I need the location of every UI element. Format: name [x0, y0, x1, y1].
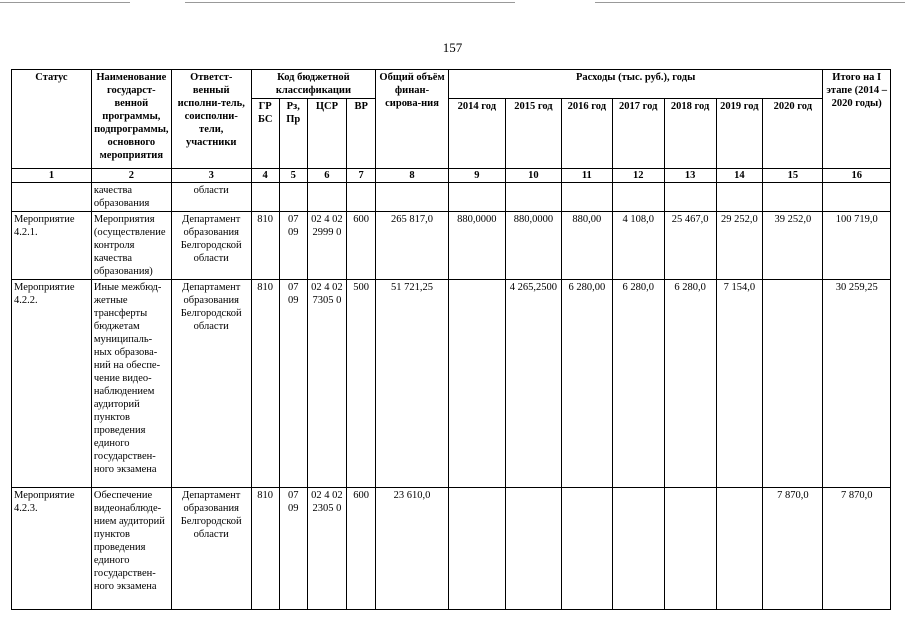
- top-rule-left: [0, 2, 130, 3]
- header-year-2014: 2014 год: [448, 99, 505, 169]
- column-number: 6: [307, 169, 346, 183]
- top-rule-right: [595, 2, 905, 3]
- cell-total: 23 610,0: [376, 488, 449, 610]
- cell-vr: 600: [347, 212, 376, 280]
- header-year-2019: 2019 год: [716, 99, 763, 169]
- cell-name: Мероприятия (осуществление контроля качества образования): [91, 212, 171, 280]
- header-year-2015: 2015 год: [505, 99, 561, 169]
- cell-2017: 4 108,0: [612, 212, 664, 280]
- header-final: Итого на I этапе (2014 – 2020 годы): [823, 70, 891, 169]
- cell-2019: 7 154,0: [716, 280, 763, 488]
- header-budget-code: Код бюджетной классификации: [251, 70, 376, 99]
- cell-status: Мероприятие 4.2.3.: [12, 488, 92, 610]
- table-row: [12, 280, 891, 488]
- cell-status: Мероприятие 4.2.1.: [12, 212, 92, 280]
- cell-responsible: Департамент образования Белгородской области: [171, 488, 251, 610]
- header-year-2016: 2016 год: [561, 99, 612, 169]
- cell-name: Обеспечение видеонаблюде-нием аудиторий пунктов проведения единого государствен-ного экзамена: [91, 488, 171, 610]
- cell-name: Иные межбюд-жетные трансферты бюджетам муниципаль-ных образова-ний на обеспе-чение видео-наблюдением аудиторий пунктов проведения единого государствен-ного экзамена: [91, 280, 171, 488]
- cell-2018: [664, 488, 716, 610]
- column-number: 10: [505, 169, 561, 183]
- header-total: Общий объём финан-сирова-ния: [376, 70, 449, 169]
- header-name: Наименование государст-венной программы, подпрограммы, основного мероприятия: [91, 70, 171, 169]
- continuation-row: [12, 183, 891, 212]
- cell-2016: 880,00: [561, 212, 612, 280]
- column-number: 3: [171, 169, 251, 183]
- header-year-2020: 2020 год: [763, 99, 823, 169]
- header-responsible: Ответст-венный исполни-тель, соисполни-тели, участники: [171, 70, 251, 169]
- header-grbs: ГР БС: [251, 99, 279, 169]
- column-number: 7: [347, 169, 376, 183]
- cell-vr: 500: [347, 280, 376, 488]
- column-number: 14: [716, 169, 763, 183]
- column-number: 16: [823, 169, 891, 183]
- page-number: 157: [442, 40, 463, 55]
- cell-2020: [763, 280, 823, 488]
- cell-2017: 6 280,0: [612, 280, 664, 488]
- cell-2014: [448, 280, 505, 488]
- column-number: 8: [376, 169, 449, 183]
- cell-total: 51 721,25: [376, 280, 449, 488]
- cell-grbs: 810: [251, 212, 279, 280]
- cell-responsible: области: [171, 183, 251, 212]
- column-number: 13: [664, 169, 716, 183]
- cell-2020: 39 252,0: [763, 212, 823, 280]
- cell-2015: 4 265,2500: [505, 280, 561, 488]
- column-number: 1: [12, 169, 92, 183]
- cell-2016: 6 280,00: [561, 280, 612, 488]
- cell-total: 265 817,0: [376, 212, 449, 280]
- column-number: 12: [612, 169, 664, 183]
- cell-grbs: 810: [251, 280, 279, 488]
- header-csr: ЦСР: [307, 99, 346, 169]
- header-year-2017: 2017 год: [612, 99, 664, 169]
- column-number: 15: [763, 169, 823, 183]
- header-year-2018: 2018 год: [664, 99, 716, 169]
- cell-responsible: Департамент образования Белгородской области: [171, 280, 251, 488]
- cell-2015: 880,0000: [505, 212, 561, 280]
- cell-final: 7 870,0: [823, 488, 891, 610]
- cell-2019: 29 252,0: [716, 212, 763, 280]
- column-number: 2: [91, 169, 171, 183]
- cell-vr: 600: [347, 488, 376, 610]
- column-number: 5: [279, 169, 307, 183]
- cell-responsible: Департамент образования Белгородской области: [171, 212, 251, 280]
- column-number: 9: [448, 169, 505, 183]
- cell-rzpr: 07 09: [279, 212, 307, 280]
- cell-name: качества образования: [91, 183, 171, 212]
- cell-status: [12, 183, 92, 212]
- cell-2018: 6 280,0: [664, 280, 716, 488]
- top-rule-middle: [185, 2, 515, 3]
- cell-2014: 880,0000: [448, 212, 505, 280]
- cell-final: 30 259,25: [823, 280, 891, 488]
- cell-2015: [505, 488, 561, 610]
- header-rzpr: Рз, Пр: [279, 99, 307, 169]
- cell-final: 100 719,0: [823, 212, 891, 280]
- table-row: [12, 212, 891, 280]
- cell-status: Мероприятие 4.2.2.: [12, 280, 92, 488]
- cell-2018: 25 467,0: [664, 212, 716, 280]
- cell-2019: [716, 488, 763, 610]
- column-number: 4: [251, 169, 279, 183]
- cell-csr: 02 4 02 2999 0: [307, 212, 346, 280]
- cell-csr: 02 4 02 2305 0: [307, 488, 346, 610]
- header-vr: ВР: [347, 99, 376, 169]
- cell-csr: 02 4 02 7305 0: [307, 280, 346, 488]
- cell-2016: [561, 488, 612, 610]
- cell-2017: [612, 488, 664, 610]
- cell-2020: 7 870,0: [763, 488, 823, 610]
- header-status: Статус: [12, 70, 92, 169]
- column-number: 11: [561, 169, 612, 183]
- cell-rzpr: 07 09: [279, 280, 307, 488]
- cell-grbs: 810: [251, 488, 279, 610]
- cell-rzpr: 07 09: [279, 488, 307, 610]
- budget-table: [11, 69, 891, 610]
- header-expenses: Расходы (тыс. руб.), годы: [448, 70, 823, 99]
- cell-2014: [448, 488, 505, 610]
- table-row: [12, 488, 891, 610]
